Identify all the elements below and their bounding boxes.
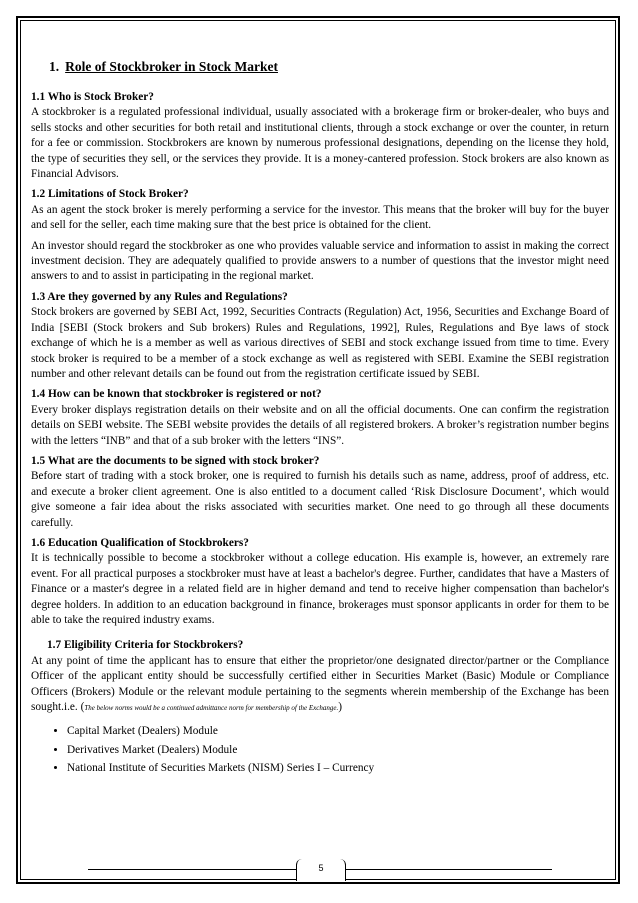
section-heading-1-7: 1.7 Eligibility Criteria for Stockbrokers? (47, 639, 244, 652)
module-list-item: • Derivatives Market (Dealers) Module (67, 743, 609, 758)
section-paragraph: Stock brokers are governed by SEBI Act, 1992, Securities Contracts (Regulation) Act, 1956, Securities and Exchange Board of India [SEBI (Stock brokers and Sub brokers) Rules and Regulations, 1992], Rules, Regulations and Bye laws of stock exchange of which he is a member as well as various directives of SEBI and stock exchange issued from time to time. Every stock broker is required to be a member of a stock exchange as well as registered with SEBI. Examine the SEBI registration number and other relevant details can be found out from the registration certificate issued by SEBI. (31, 306, 609, 380)
module-list (31, 724, 609, 776)
chapter-number: 1. (49, 59, 60, 74)
footer-rule-left (88, 869, 296, 870)
section-paragraph: Before start of trading with a stock broker, one is required to furnish his details such as name, address, proof of address, etc. and execute a broker client agreement. One is also entitled to a document called ‘Risk Disclosure Document’, which would give someone a fair idea about the risks associated with securities market. One need to go through all these documents carefully. (31, 470, 609, 529)
section-heading: 1.6 Education Qualification of Stockbrokers? (31, 536, 249, 549)
eligibility-close: ) (338, 701, 343, 714)
module-list-item: • National Institute of Securities Markets (NISM) Series I – Currency (67, 761, 609, 776)
eligibility-note: The below norms would be a continued admittance norm for membership of the Exchange. (84, 704, 339, 713)
section-paragraph: It is technically possible to become a stockbroker without a college education. His example is, however, an extremely rare event. For all practical purposes a stockbroker must have at least a bachelor's degree. Further, candidates that have a Masters of Finance or a master's degree in a related field are in higher demand and tend to receive higher compensation than bachelor's degree holders. In addition to an education background in finance, brokerages must sponsor applicants in order for them to be able to take the required industry exams. (31, 552, 609, 626)
chapter-title-text: Role of Stockbroker in Stock Market (65, 59, 278, 74)
section-paragraph: As an agent the stock broker is merely performing a service for the investor. This means that the broker will buy for the buyer and sell for the seller, each time making sure that the best price is obtained for the client. (31, 203, 609, 232)
chapter-title (49, 58, 609, 76)
section-heading: 1.5 What are the documents to be signed with stock broker? (31, 454, 320, 467)
section-paragraph-1-7 (31, 654, 609, 717)
page-number: 5 (318, 863, 324, 873)
section-paragraph: Every broker displays registration details on their website and on all the official documents. One can confirm the registration details on SEBI website. The SEBI website provides the details of all registered brokers. A broker’s registration number begins with the letters “INB” and that of a sub broker with the letters “INS”. (31, 403, 609, 447)
sections-container (31, 90, 609, 633)
page-content (31, 58, 609, 780)
eligibility-text: At any point of time the applicant has to ensure that either the proprietor/one designated director/partner or the Compliance Officer of the applicant entity should be successfully certified either in Securities Market (Basic) Module or Compliance Officers (Brokers) Module or the relevant module pertaining to the segments wherein membership of the Exchange has been sought.i.e. ( (31, 654, 609, 714)
section-heading: 1.3 Are they governed by any Rules and Regulations? (31, 290, 288, 303)
section-heading: 1.4 How can be known that stockbroker is registered or not? (31, 388, 322, 401)
section-heading: 1.1 Who is Stock Broker? (31, 91, 154, 103)
module-list-item: • Capital Market (Dealers) Module (67, 724, 609, 739)
section-paragraph: An investor should regard the stockbroker as one who provides valuable service and information to assist in making the correct investment decision. They are adequately qualified to provide answers to a number of questions that the investor might need answers to and to assist in participating in the regional market. (31, 239, 609, 283)
footer-rule-right (346, 869, 552, 870)
section-paragraph: A stockbroker is a regulated professional individual, usually associated with a brokerage firm or broker-dealer, who buys and sells stocks and other securities for both retail and institutional clients, through a stock exchange or over the counter, in return for a fee or commission. Stockbrokers are known by numerous professional designations, depending on the license they hold, the type of securities they sell, or the services they provide. It is a money-cantered profession. Stock brokers are also known as Financial Advisors. (31, 106, 609, 181)
section-heading: 1.2 Limitations of Stock Broker? (31, 188, 189, 201)
